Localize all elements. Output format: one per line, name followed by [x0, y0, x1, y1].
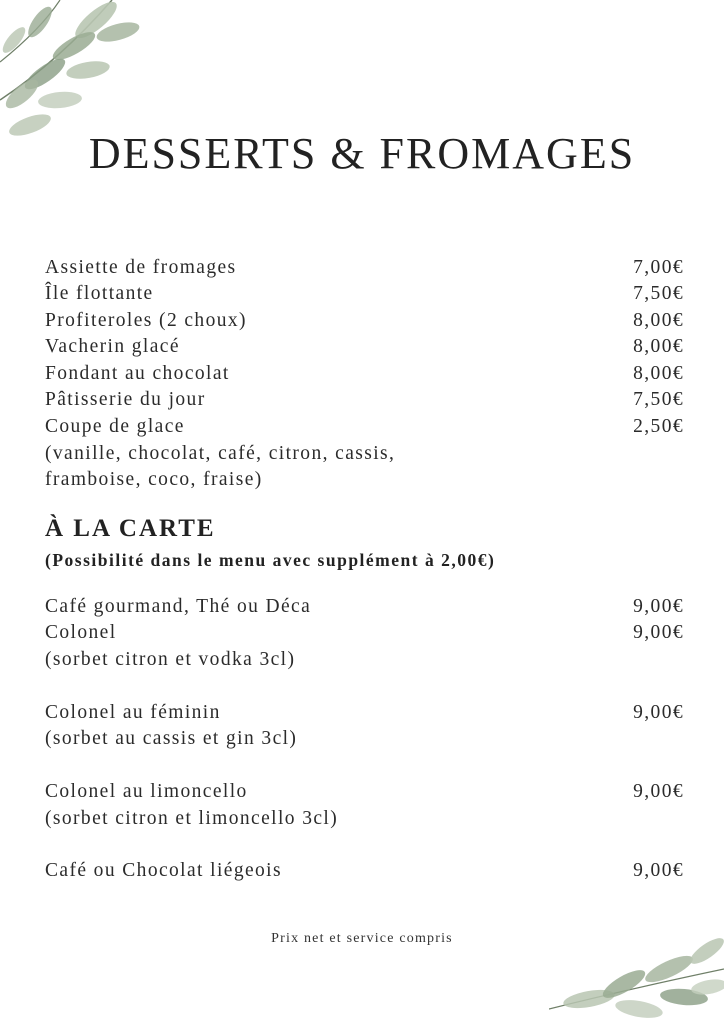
item-note: (sorbet citron et limoncello 3cl)	[45, 808, 339, 829]
item-note: (sorbet au cassis et gin 3cl)	[45, 728, 298, 749]
item-price: 8,00€	[633, 363, 684, 384]
section-subtitle: (Possibilité dans le menu avec supplément à 2,00€)	[45, 550, 496, 570]
item-price: 7,50€	[633, 389, 684, 410]
item-price: 9,00€	[633, 596, 684, 617]
menu-item	[45, 255, 684, 281]
item-price: 8,00€	[633, 336, 684, 357]
item-name: Colonel au féminin	[45, 702, 221, 723]
item-price: 8,00€	[633, 310, 684, 331]
menu-item	[45, 334, 684, 360]
item-note: framboise, coco, fraise)	[45, 469, 263, 490]
item-name: Colonel au limoncello	[45, 781, 248, 802]
item-name: Coupe de glace	[45, 416, 185, 437]
item-name: Assiette de fromages	[45, 257, 237, 278]
item-price: 9,00€	[633, 781, 684, 802]
menu-item	[45, 700, 684, 726]
menu-item	[45, 594, 684, 620]
item-name: Fondant au chocolat	[45, 363, 230, 384]
item-price: 2,50€	[633, 416, 684, 437]
item-price: 9,00€	[633, 860, 684, 881]
item-note: (vanille, chocolat, café, citron, cassis,	[45, 443, 396, 464]
page-title: DESSERTS & FROMAGES	[88, 129, 636, 178]
section-title: À LA CARTE	[45, 515, 216, 542]
item-name: Profiteroles (2 choux)	[45, 310, 247, 331]
menu-item	[45, 387, 684, 413]
item-price: 9,00€	[633, 622, 684, 643]
item-price: 7,50€	[633, 283, 684, 304]
item-name: Pâtisserie du jour	[45, 389, 206, 410]
menu-item	[45, 361, 684, 387]
menu-item	[45, 620, 684, 646]
item-price: 9,00€	[633, 702, 684, 723]
menu-item	[45, 779, 684, 805]
item-price: 7,00€	[633, 257, 684, 278]
item-name: Île flottante	[45, 283, 154, 304]
item-note: (sorbet citron et vodka 3cl)	[45, 649, 296, 670]
menu-item	[45, 308, 684, 334]
menu-item	[45, 858, 684, 884]
item-name: Café gourmand, Thé ou Déca	[45, 596, 312, 617]
item-name: Café ou Chocolat liégeois	[45, 860, 282, 881]
menu-item	[45, 414, 684, 440]
item-name: Colonel	[45, 622, 117, 643]
item-name: Vacherin glacé	[45, 336, 180, 357]
menu-item	[45, 281, 684, 307]
footer-note: Prix net et service compris	[271, 931, 453, 946]
